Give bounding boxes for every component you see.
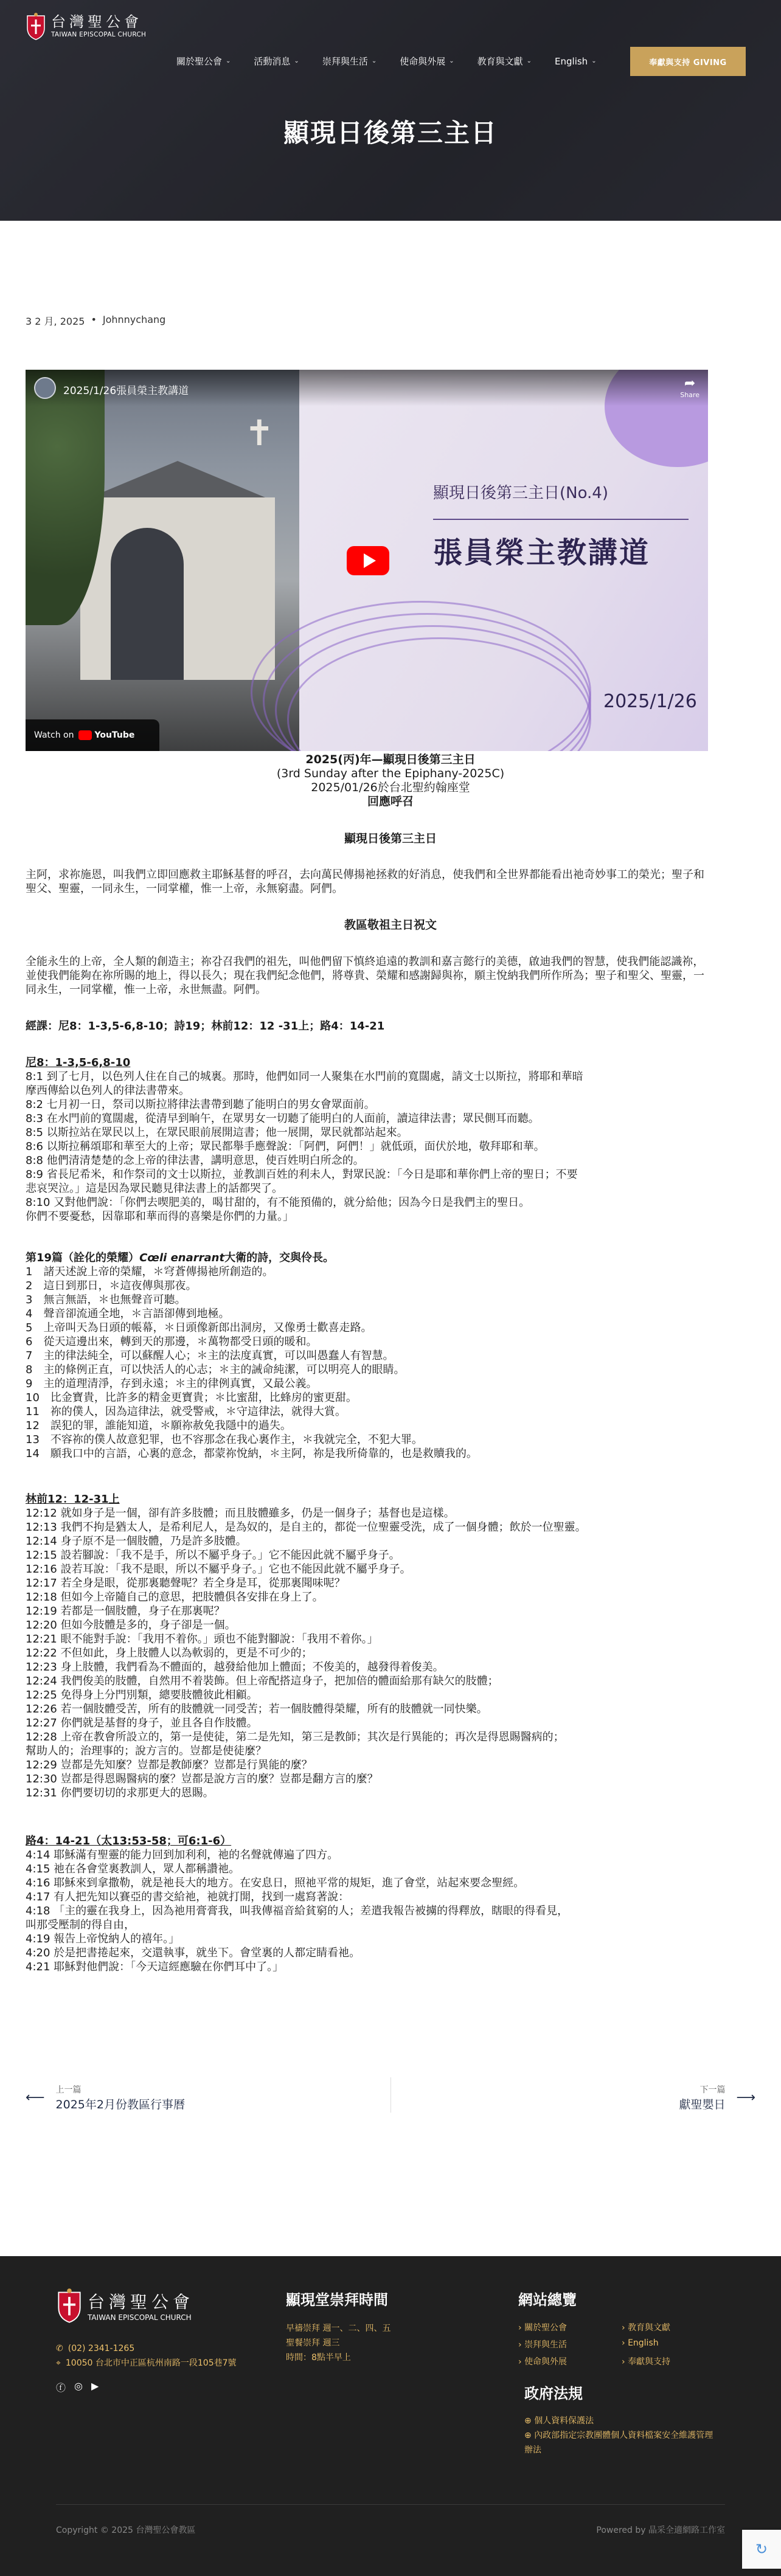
arrow-right-icon: ⟶ bbox=[736, 2090, 755, 2105]
thumbnail-subtitle: 顯現日後第三主日(No.4) bbox=[433, 484, 608, 502]
psalm-line: 13 不容祢的僕人故意犯罪，也不容那念在我心裏作主，＊我就完全，不犯大罪。 bbox=[26, 1433, 423, 1446]
corinthians-line: 12:29 豈都是先知麼？豈都是教師麼？豈都是行異能的麼？ bbox=[26, 1759, 313, 1771]
nav-worship[interactable] bbox=[322, 55, 377, 68]
chevron-down-icon: ⌄ bbox=[226, 58, 231, 64]
nehemiah-heading: 尼8：1-3,5-6,8-10 bbox=[26, 1056, 131, 1069]
page-title: 顯現日後第三主日 bbox=[283, 118, 498, 148]
worship-times bbox=[286, 2288, 390, 2365]
article-heading-en: (3rd Sunday after the Epiphany-2025C) bbox=[276, 767, 505, 780]
psalm-line: 2 這日到那日，＊這夜傳與那夜。 bbox=[26, 1279, 197, 1292]
article-heading-theme: 回應呼召 bbox=[367, 795, 414, 808]
footer-link[interactable]: › 奉獻與支持 bbox=[622, 2355, 719, 2367]
thumbnail-date: 2025/1/26 bbox=[603, 691, 697, 712]
corinthians-line: 12:19 若都是一個肢體，身子在那裏呢？ bbox=[26, 1605, 225, 1618]
post-author[interactable]: Johnnychang bbox=[102, 314, 166, 325]
corinthians-line: 12:16 設若耳說：「我不是眼，所以不屬乎身子。」它也不能因此就不屬乎身子。 bbox=[26, 1563, 411, 1576]
social-links bbox=[56, 2380, 99, 2394]
psalm-line: 10 比金寶貴，比許多的精金更寶貴；＊比蜜甜，比蜂房的蜜更甜。 bbox=[26, 1391, 357, 1404]
chevron-down-icon: ⌄ bbox=[449, 58, 454, 64]
video-top-bar bbox=[26, 370, 708, 406]
corinthians-line: 12:31 你們要切切的求那更大的恩賜。 bbox=[26, 1787, 214, 1799]
corinthians-line: 12:17 若全身是眼，從那裏聽聲呢？若全身是耳，從那裏聞味呢？ bbox=[26, 1577, 345, 1590]
psalm-line: 9 主的道理清淨，存到永遠；＊主的律例真實，又最公義。 bbox=[26, 1377, 318, 1390]
nav-label: 活動消息 bbox=[254, 56, 291, 67]
site-footer bbox=[0, 2256, 781, 2576]
chevron-down-icon: ⌄ bbox=[526, 58, 532, 64]
psalm-line: 7 主的律法純全，可以蘇醒人心；＊主的法度真實，可以叫愚蠢人有智慧。 bbox=[26, 1349, 394, 1362]
collect-heading: 顯現日後第三主日 bbox=[344, 832, 437, 845]
recaptcha-icon: ↻ bbox=[755, 2541, 768, 2558]
nav-label: 教育與文獻 bbox=[477, 56, 523, 67]
copyright: Copyright © 2025 台灣聖公會教區 bbox=[56, 2526, 196, 2535]
luke-line: 4:21 耶穌對他們說：「今天這經應驗在你們耳中了。」 bbox=[26, 1961, 284, 1973]
main-nav bbox=[176, 55, 620, 68]
corinthians-line: 12:26 若一個肢體受苦，所有的肢體就一同受苦；若一個肢體得榮耀，所有的肢體就一同快樂。 bbox=[26, 1703, 488, 1716]
watch-on-youtube[interactable] bbox=[26, 719, 159, 751]
next-label: 下一篇 bbox=[699, 2085, 726, 2095]
footer-link[interactable]: › 崇拜與生活 bbox=[518, 2338, 622, 2350]
prev-label: 上一篇 bbox=[55, 2085, 82, 2095]
footer-sitemap bbox=[518, 2288, 719, 2367]
thumbnail-rule bbox=[433, 519, 689, 520]
cross-icon: ✝ bbox=[245, 412, 274, 454]
footer-link[interactable]: › 教育與文獻 bbox=[622, 2321, 719, 2333]
phone-row[interactable] bbox=[56, 2341, 237, 2356]
footer-divider bbox=[56, 2504, 725, 2505]
site-logo[interactable] bbox=[26, 12, 146, 40]
psalm-line: 12 誤犯的罪，誰能知道，＊願祢赦免我隱中的過失。 bbox=[26, 1419, 291, 1432]
church-door bbox=[111, 528, 184, 680]
nehemiah-line: 8:10 又對他們說：「你們去喫肥美的，喝甘甜的，有不能預備的，就分給他；因為今日是我們主的聖日。 bbox=[26, 1196, 530, 1209]
corinthians-line: 12:22 不但如此，身上肢體人以為軟弱的，更是不可少的； bbox=[26, 1647, 313, 1660]
chevron-down-icon: ⌄ bbox=[294, 58, 299, 64]
nehemiah-line: 8:6 以斯拉稱頌耶和華至大的上帝；眾民都舉手應聲說：「阿們，阿們！」就低頭，面伏於地，敬拜耶和華。 bbox=[26, 1140, 545, 1153]
footer-logo-zh: 台灣聖公會 bbox=[88, 2292, 195, 2312]
youtube-icon bbox=[78, 730, 92, 740]
youtube-icon[interactable]: ▶ bbox=[91, 2380, 99, 2392]
prev-post-link[interactable] bbox=[26, 2083, 185, 2112]
thumbnail-title: 張員榮主教講道 bbox=[433, 536, 651, 570]
next-title: 獻聖嬰日 bbox=[679, 2098, 726, 2111]
powered-by[interactable]: Powered by 晶采全適網路工作室 bbox=[596, 2526, 725, 2535]
nehemiah-line: 8:8 他們清清楚楚的念上帝的律法書，講明意思，使百姓明白所念的。 bbox=[26, 1154, 364, 1167]
footer-link[interactable]: › 關於聖公會 bbox=[518, 2321, 622, 2333]
footer-logo[interactable] bbox=[56, 2288, 194, 2323]
corinthians-text bbox=[26, 1506, 708, 1800]
luke-heading: 路4：14-21（太13:53-58；可6:1-6） bbox=[26, 1835, 232, 1847]
share-icon: ➦ bbox=[684, 376, 696, 391]
arrow-left-icon: ⟵ bbox=[26, 2090, 45, 2105]
prayer-heading: 教區敬祖主日祝文 bbox=[344, 918, 437, 932]
luke-line: 4:16 耶穌來到拿撒勒，就是祂長大的地方。在安息日，照祂平常的規矩，進了會堂，站起來要念聖經。 bbox=[26, 1877, 525, 1889]
luke-line: 4:14 耶穌滿有聖靈的能力回到加利利，祂的名聲就傳遍了四方。 bbox=[26, 1849, 339, 1861]
chevron-down-icon: ⌄ bbox=[371, 58, 377, 64]
prayer-text: 全能永生的上帝，全人類的創造主；祢감召我們的祖先，叫他們留下慎終追遠的教訓和嘉言懿行的美德，啟迪我們的智慧，使我們能認識祢，並使我們能夠在祢所賜的地上，得以長久；現在我們紀念他們，將尊貴、榮耀和感謝歸與祢，願主悅納我們所作所為；聖子和聖父、聖靈，一同永生，一同掌權，惟一上帝，永世無盡。阿們。 bbox=[26, 955, 704, 996]
luke-line: 4:15 祂在各會堂裏教訓人，眾人都稱讚祂。 bbox=[26, 1863, 240, 1875]
corinthians-line: 12:18 但如今上帝隨自己的意思，把肢體俱各安排在身上了。 bbox=[26, 1591, 324, 1604]
article-heading-year: 2025(丙)年—顯現日後第三主日 bbox=[305, 753, 476, 766]
nav-english[interactable] bbox=[555, 55, 597, 68]
footer-link[interactable]: › 使命與外展 bbox=[518, 2355, 622, 2367]
psalm-heading bbox=[26, 1251, 708, 1265]
church-shield-icon bbox=[56, 2288, 83, 2323]
share-button[interactable] bbox=[680, 376, 699, 399]
nav-news[interactable] bbox=[254, 55, 299, 68]
nav-label: 關於聖公會 bbox=[176, 56, 223, 67]
post-date: 3 2 月, 2025 bbox=[26, 316, 85, 327]
collect-text: 主阿，求祢施恩，叫我們立即回應救主耶穌基督的呼召，去向萬民傳揚祂拯救的好消息，使我們和全世界都能看出祂奇妙事工的榮光；聖子和聖父、聖靈，一同永生，一同掌權，惟一上帝，永無窮盡。阿們。 bbox=[26, 868, 704, 895]
corinthians-line: 12:24 我們俊美的肢體，自然用不着裝飾。但上帝配搭這身子，把加倍的體面給那有缺欠的肢體； bbox=[26, 1675, 499, 1688]
psalm-line: 1 諸天述說上帝的榮耀，＊穹蒼傳揚祂所創造的。 bbox=[26, 1265, 274, 1278]
psalm-text bbox=[26, 1265, 708, 1461]
youtube-embed[interactable] bbox=[26, 370, 708, 751]
nehemiah-line: 8:3 在水門前的寬闊處，從清早到晌午，在眾男女一切聽了能明白的人面前，讀這律法書；眾民側耳而聽。 bbox=[26, 1112, 540, 1125]
watch-on-label: Watch on bbox=[34, 730, 74, 740]
corinthians-line: 12:30 豈都是得恩賜醫病的麼？豈都是說方言的麼？豈都是翻方言的麼？ bbox=[26, 1773, 378, 1785]
corinthians-line: 12:15 設若腳說：「我不是手，所以不屬乎身子。」它不能因此就不屬乎身子。 bbox=[26, 1549, 400, 1562]
corinthians-line: 12:21 眼不能對手說：「我用不着你。」頭也不能對腳說：「我用不着你。」 bbox=[26, 1633, 378, 1646]
nav-about[interactable] bbox=[176, 55, 231, 68]
instagram-icon[interactable]: ◎ bbox=[74, 2380, 83, 2392]
nehemiah-text bbox=[26, 1070, 708, 1224]
sitemap-heading: 網站總覽 bbox=[518, 2291, 577, 2308]
corinthians-line: 12:23 身上肢體，我們看為不體面的，越發給他加上體面；不俊美的，越發得着俊美。 bbox=[26, 1661, 444, 1674]
law-heading: 政府法規 bbox=[524, 2385, 583, 2402]
channel-avatar[interactable] bbox=[34, 377, 56, 399]
address-row[interactable] bbox=[56, 2356, 237, 2370]
luke-line: 4:17 有人把先知以賽亞的書交給祂，祂就打開，找到一處寫著說： bbox=[26, 1891, 350, 1903]
chevron-down-icon: ⌄ bbox=[591, 58, 597, 64]
post-navigation bbox=[26, 2071, 755, 2120]
psalm-line: 3 無言無語，＊也無聲音可聽。 bbox=[26, 1293, 186, 1306]
corinthians-line: 12:12 就如身子是一個，卻有許多肢體；而且肢體雖多，仍是一個身子；基督也是這樣。 bbox=[26, 1507, 455, 1520]
nehemiah-line: 8:5 以斯拉站在眾民以上，在眾民眼前展開這書；他一展開，眾民就都站起來。 bbox=[26, 1126, 408, 1139]
footer-logo-en: TAIWAN EPISCOPAL CHURCH bbox=[88, 2313, 192, 2322]
footer-link[interactable]: › English bbox=[622, 2338, 719, 2350]
logo-zh: 台灣聖公會 bbox=[51, 13, 142, 30]
luke-line: 4:18 「主的靈在我身上，因為祂用膏膏我，叫我傳福音給貧窮的人；差遣我報告被擄的得釋放，瞎眼的得看見， bbox=[26, 1905, 569, 1917]
corinthians-line: 幫助人的；治理事的；說方言的。豈都是使徒麼？ bbox=[26, 1745, 266, 1757]
address-text: 10050 台北市中正區杭州南路一段105巷7號 bbox=[65, 2358, 237, 2368]
corinthians-line: 12:20 但如今肢體是多的，身子卻是一個。 bbox=[26, 1619, 236, 1632]
youtube-logo bbox=[78, 730, 134, 740]
psalm-line: 6 從天這邊出來，轉到天的那邊，＊萬物都受日頭的暖和。 bbox=[26, 1335, 318, 1348]
nehemiah-line: 悲哀哭泣。」這是因為眾民聽見律法書上的話都哭了。 bbox=[26, 1182, 283, 1195]
post-nav-divider bbox=[390, 2077, 391, 2113]
corinthians-line: 12:14 身子原不是一個肢體，乃是許多肢體。 bbox=[26, 1535, 247, 1548]
video-title[interactable]: 2025/1/26張員榮主教講道 bbox=[63, 385, 189, 397]
worship-time-item: 聖餐崇拜 週三 bbox=[286, 2338, 340, 2348]
luke-line: 叫那受壓制的得自由， bbox=[26, 1919, 135, 1931]
giving-button[interactable]: 奉獻與支持 GIVING bbox=[630, 47, 746, 76]
logo-en: TAIWAN EPISCOPAL CHURCH bbox=[51, 31, 147, 38]
nav-education[interactable] bbox=[477, 55, 532, 68]
psalm-heading-tail: 大衛的詩，交與伶長。 bbox=[224, 1252, 335, 1264]
post-meta bbox=[26, 314, 165, 328]
article-heading-place: 2025/01/26於台北聖約翰座堂 bbox=[311, 781, 470, 794]
footer-contact bbox=[56, 2341, 237, 2370]
play-icon[interactable] bbox=[347, 546, 389, 575]
psalm-heading-latin: Cœli enarrant bbox=[139, 1252, 225, 1264]
psalm-heading-zh: 第19篇（詮化的榮耀） bbox=[26, 1252, 140, 1264]
psalm-line: 5 上帝叫天為日頭的帳幕，＊日頭像新郎出洞房，又像勇士歡喜走路。 bbox=[26, 1321, 372, 1334]
nehemiah-line: 8:1 到了七月，以色列人住在自己的城裏。那時，他們如同一人聚集在水門前的寬闊處，請文士以斯拉，將耶和華暗 bbox=[26, 1070, 583, 1083]
readings-line: 經課：尼8：1-3,5-6,8-10；詩19；林前12：12 -31上；路4：14-21 bbox=[26, 1020, 385, 1033]
corinthians-line: 12:27 你們就是基督的身子，並且各自作肢體。 bbox=[26, 1717, 258, 1729]
corinthians-line: 12:25 免得身上分門別類，總要肢體彼此相顧。 bbox=[26, 1689, 258, 1702]
nav-label: 崇拜與生活 bbox=[322, 56, 368, 67]
phone-icon: ✆ bbox=[56, 2344, 63, 2353]
luke-line: 4:20 於是把書捲起來，交還執事，就坐下。會堂裏的人都定睛看祂。 bbox=[26, 1947, 361, 1959]
psalm-line: 14 願我口中的言語，心裏的意念，都蒙祢悅納，＊主阿，祢是我所倚靠的，也是救贖我的。 bbox=[26, 1447, 477, 1460]
worship-times-heading: 顯現堂崇拜時間 bbox=[286, 2291, 388, 2308]
psalm-line: 8 主的條例正直，可以快活人的心志；＊主的誡命純潔，可以明亮人的眼睛。 bbox=[26, 1363, 405, 1376]
corinthians-heading: 林前12：12-31上 bbox=[26, 1493, 120, 1506]
next-post-link[interactable] bbox=[679, 2083, 755, 2112]
worship-time-item: 時間：8點半早上 bbox=[286, 2353, 351, 2363]
nav-mission[interactable] bbox=[400, 55, 454, 68]
nehemiah-line: 你們不要憂愁，因靠耶和華而得的喜樂是你們的力量。」 bbox=[26, 1210, 294, 1223]
corinthians-line: 12:13 我們不拘是猶太人，是希利尼人，是為奴的，是自主的，都從一位聖靈受洗，成了一個身體；飲於一位聖靈。 bbox=[26, 1521, 586, 1534]
church-shield-icon bbox=[26, 12, 46, 40]
psalm-line: 4 聲音卻流通全地，＊言語卻傳到地極。 bbox=[26, 1307, 230, 1320]
facebook-icon[interactable]: ⓕ bbox=[56, 2382, 66, 2394]
youtube-label: YouTube bbox=[94, 730, 135, 740]
nav-label: English bbox=[555, 55, 588, 67]
nehemiah-line: 8:2 七月初一日，祭司以斯拉將律法書帶到聽了能明白的男女會眾面前。 bbox=[26, 1098, 375, 1111]
footer-law bbox=[524, 2381, 719, 2457]
prev-title: 2025年2月份教區行事曆 bbox=[55, 2098, 185, 2111]
psalm-line: 11 祢的僕人，因為這律法，就受警戒，＊守這律法，就得大賞。 bbox=[26, 1405, 346, 1418]
luke-text bbox=[26, 1848, 708, 1974]
recaptcha-badge[interactable] bbox=[742, 2530, 781, 2569]
luke-line: 4:19 報告上帝悅納人的禧年。」 bbox=[26, 1933, 180, 1945]
nehemiah-line: 8:9 省長尼希米，和作祭司的文士以斯拉，並教訓百姓的利未人，對眾民說：「今日是耶和華你們上帝的聖日；不要 bbox=[26, 1168, 578, 1181]
share-label: Share bbox=[680, 391, 699, 399]
law-link[interactable]: ⊕ 個人資料保護法 bbox=[524, 2414, 719, 2428]
law-link[interactable]: ⊕ 內政部指定宗教團體個人資料檔案安全維護管理辦法 bbox=[524, 2428, 719, 2457]
location-icon: ⌖ bbox=[56, 2358, 61, 2368]
worship-time-item: 早禱崇拜 週一、二、四、五 bbox=[286, 2324, 391, 2333]
corinthians-line: 12:28 上帝在教會所設立的，第一是使徒，第二是先知，第三是教師；其次是行異能的；再次是得恩賜醫病的； bbox=[26, 1731, 564, 1743]
phone-number: (02) 2341-1265 bbox=[68, 2344, 135, 2353]
nehemiah-line: 摩西傳給以色列人的律法書帶來。 bbox=[26, 1084, 190, 1097]
nav-label: 使命與外展 bbox=[400, 56, 446, 67]
meta-separator: • bbox=[91, 314, 97, 325]
